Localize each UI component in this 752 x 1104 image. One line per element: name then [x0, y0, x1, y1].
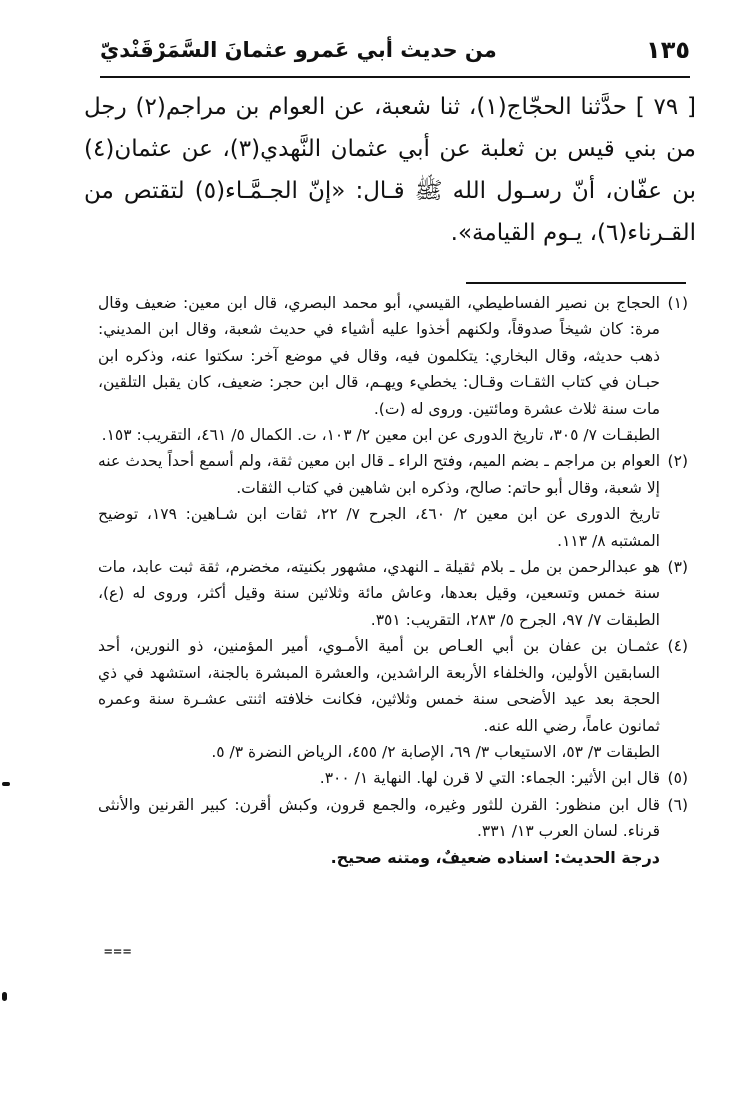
footnote-number: (٣) [667, 558, 688, 577]
footnote-number: (٥) [667, 769, 688, 788]
footnotes [98, 290, 688, 871]
footnote-4 [98, 633, 688, 765]
running-title: من حديث أبي عَمرو عثمانَ السَّمَرْقَنْديّ [100, 38, 497, 62]
footnote-source: تاريخ الدورى عن ابن معين ٢/ ٤٦٠، الجرح ٧/ ٢٢، ثقات ابن شـاهين: ١٧٩، توضيح المشتبه ٨/ ١١٣. [98, 505, 660, 550]
footnote-number: (٤) [667, 637, 688, 656]
footnote-source: الطبقـات ٧/ ٣٠٥، تاريخ الدورى عن ابن معين ٢/ ١٠٣، ت. الكمال ٥/ ٤٦١، التقريب: ١٥٣. [101, 426, 660, 445]
margin-mark [2, 782, 10, 786]
footnote-separator [466, 282, 686, 284]
footnote-text: الحجاج بن نصير الفساطيطي، القيسي، أبو محمد البصري، قال ابن معين: ضعيف وقال مرة: كان شيخاً صدوقاً، ولكنهم أخذوا عليه أشياء في حديث شعبة، وقال ابن المديني: ذهب حديثه، وقال البخاري: يتكلمون فيه، وقال في موضع آخر: سكتوا عنه، وذكره ابن حبـان في كتاب الثقـات وقـال: يخطيء ويهـم، قال ابن حجر: ضعيف، كان يقبل التلقين، مات سنة ثلاث عشرة ومائتين. وروى له (ت). [98, 294, 660, 418]
footnote-text: قال ابن منظور: القرن للثور وغيره، والجمع قرون، وكبش أقرن: كبير القرنين والأنثى قرناء. لسان العرب ١٣/ ٣٣١. [98, 795, 660, 841]
header-rule [100, 76, 690, 78]
footnote-3 [98, 554, 688, 633]
footnote-5 [98, 765, 688, 791]
footnote-text: قال ابن الأثير: الجماء: التي لا قرن لها. النهاية ١/ ٣٠٠. [319, 769, 660, 788]
footnote-1 [98, 290, 688, 448]
footnote-2 [98, 448, 688, 554]
page-number: ١٣٥ [646, 36, 690, 64]
footnote-text: العوام بن مراجم ـ بضم الميم، وفتح الراء ـ قال ابن معين ثقة، ولم أسمع أحداً يحدث عنه إلا شعبة، وقال أبو حاتم: صالح، وذكره ابن شاهين في كتاب الثقات. [98, 452, 660, 497]
footnote-6 [98, 792, 688, 845]
page-header [100, 34, 690, 78]
footnote-number: (٦) [667, 795, 688, 814]
end-mark: === [104, 944, 133, 960]
footnote-text: عثمـان بن عفان بن أبي العـاص بن أمية الأمـوي، أمير المؤمنين، ذو النورين، أحد السابقين الأولين، والخلفاء الأربعة الراشدين، والعشرة المبشرة بالجنة، استشهد في ذي الحجة بعد عيد الأضحى سنة خمس وثلاثين، فكانت خلافته اثنتى عشـرة سنة وعمره ثمانون عاماً، رضي الله عنه. [98, 637, 660, 735]
footnote-number: (١) [667, 294, 688, 312]
hadith-text: [ ٧٩ ] حدَّثنا الحجّاج(١)، ثنا شعبة، عن العوام بن مراجم(٢) رجل من بني قيس بن ثعلبة عن أبي عثمان النَّهدي(٣)، عن عثمان(٤) بن عفّان، أنّ رسـول الله ﷺ قـال: «إنّ الجـمَّـاء(٥) لتقتص من القـرناء(٦)، يـوم القيامة». [84, 94, 697, 246]
footnote-source: الطبقات ٣/ ٥٣، الاستيعاب ٣/ ٦٩، الإصابة ٢/ ٤٥٥، الرياض النضرة ٣/ ٥. [211, 742, 660, 761]
hadith-grade: درجة الحديث: اسناده ضعيفٌ، ومتنه صحيح. [330, 847, 660, 867]
footnote-number: (٢) [667, 452, 688, 471]
footnote-text: هو عبدالرحمن بن مل ـ بلام ثقيلة ـ النهدي، مشهور بكنيته، مخضرم، ثقة ثبت عابد، مات سنة خمس وتسعين، وقيل بعدها، وعاش مائة وثلاثين سنة وقيل أكثر، وروى له (ع)، الطبقات ٧/ ٩٧، الجرح ٥/ ٢٨٣، التقريب: ٣٥١. [98, 558, 660, 629]
margin-mark [2, 992, 7, 1001]
